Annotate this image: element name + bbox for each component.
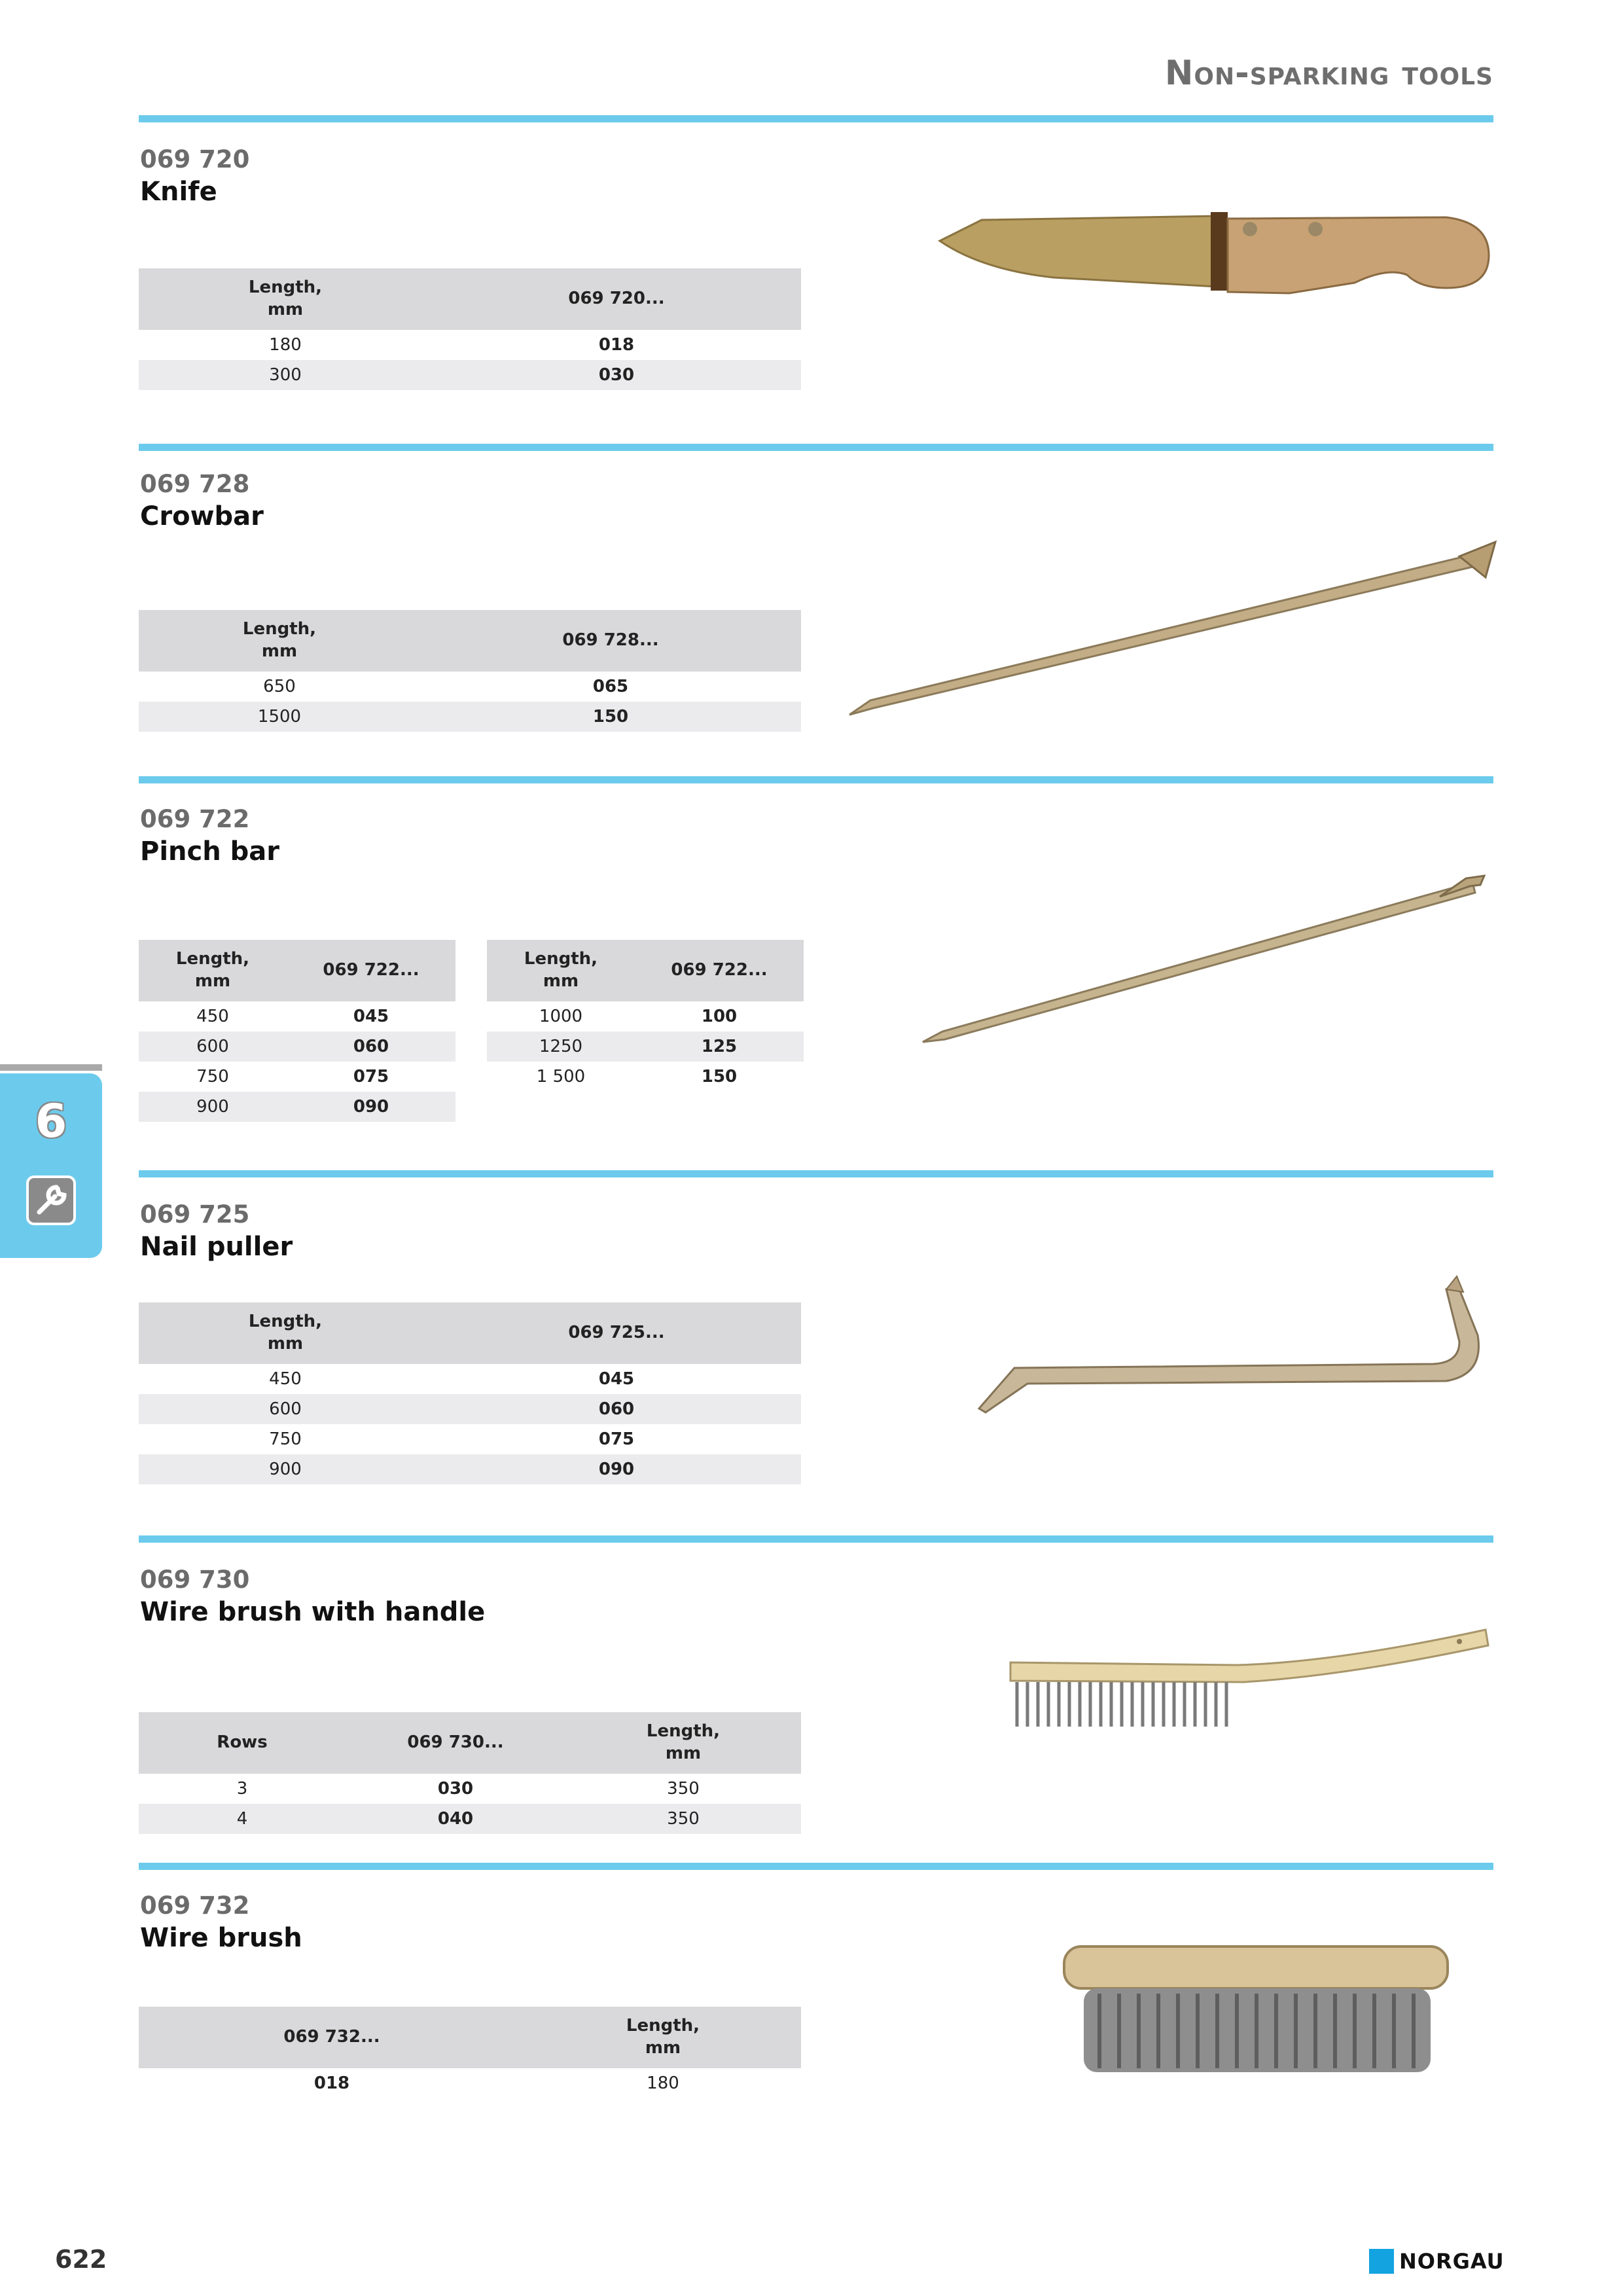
table-row	[139, 1424, 801, 1454]
table-cell: 600	[139, 1394, 432, 1424]
column-header: Length, mm	[487, 940, 635, 1001]
product-code: 069 720	[140, 145, 250, 173]
table-cell: 030	[437, 1779, 474, 1799]
table-cell: 150	[701, 1067, 738, 1086]
table-cell: 075	[598, 1429, 635, 1449]
product-name: Wire brush	[140, 1923, 302, 1953]
column-header: Length, mm	[139, 1302, 432, 1364]
table-row	[139, 1092, 455, 1122]
table-cell: 090	[287, 1092, 455, 1122]
table-cell: 4	[139, 1804, 346, 1834]
table-cell: 065	[592, 677, 629, 696]
page-title: Non-sparking tools	[1164, 54, 1493, 93]
table-cell: 075	[353, 1067, 389, 1086]
table-cell: 350	[565, 1804, 801, 1834]
column-header: Length, mm	[139, 268, 432, 330]
product-name: Wire brush with handle	[140, 1597, 486, 1627]
table-row	[139, 1001, 455, 1031]
wrench-icon	[25, 1174, 77, 1227]
table-cell: 600	[139, 1031, 287, 1062]
table-cell: 090	[432, 1454, 801, 1484]
table-cell: 180	[269, 335, 302, 355]
spec-table	[139, 1712, 801, 1834]
table-cell: 350	[667, 1779, 700, 1799]
table-row	[139, 702, 801, 732]
spec-table	[139, 610, 801, 732]
column-header: 069 730...	[346, 1712, 565, 1774]
table-cell: 900	[139, 1092, 287, 1122]
table-cell: 450	[196, 1007, 229, 1026]
table-cell: 650	[263, 677, 296, 696]
table-row	[139, 1031, 455, 1062]
table-cell: 040	[346, 1804, 565, 1834]
spec-table	[139, 1302, 801, 1484]
table-cell: 300	[139, 360, 432, 390]
wire-brush-handle-image	[1008, 1623, 1492, 1741]
column-header: 069 720...	[432, 268, 801, 330]
logo-square-icon	[1369, 2249, 1394, 2274]
table-row	[139, 672, 801, 702]
product-name: Nail puller	[140, 1232, 293, 1262]
product-name: Pinch bar	[140, 836, 279, 867]
section-number: 6	[35, 1094, 67, 1148]
table-cell: 125	[635, 1031, 804, 1062]
column-header: Length, mm	[139, 940, 287, 1001]
table-row	[139, 360, 801, 390]
column-header: Length, mm	[525, 2007, 801, 2068]
page-number: 622	[55, 2245, 107, 2274]
table-row	[139, 1364, 801, 1394]
spec-table	[487, 940, 804, 1092]
table-cell: 1250	[487, 1031, 635, 1062]
spec-table	[139, 268, 801, 390]
table-cell: 045	[598, 1369, 635, 1389]
nail-puller-image	[975, 1270, 1492, 1420]
table-cell: 060	[287, 1031, 455, 1062]
section-divider	[139, 444, 1493, 451]
product-name: Crowbar	[140, 501, 264, 531]
table-cell: 750	[269, 1429, 302, 1449]
table-cell: 018	[313, 2073, 350, 2093]
table-row	[139, 1774, 801, 1804]
column-header: 069 725...	[432, 1302, 801, 1364]
spec-table	[139, 940, 455, 1122]
column-header: Length, mm	[565, 1712, 801, 1774]
table-cell: 1 500	[536, 1067, 586, 1086]
section-divider	[139, 1535, 1493, 1543]
section-divider	[139, 1863, 1493, 1870]
section-divider	[139, 776, 1493, 783]
product-code: 069 728	[140, 470, 250, 498]
table-cell: 060	[432, 1394, 801, 1424]
table-cell: 150	[420, 702, 801, 732]
table-row	[139, 2068, 801, 2098]
table-cell: 018	[598, 335, 635, 355]
knife-image	[936, 196, 1499, 314]
column-header: 069 728...	[420, 610, 801, 672]
table-cell: 045	[353, 1007, 389, 1026]
table-cell: 100	[701, 1007, 738, 1026]
product-code: 069 725	[140, 1200, 250, 1229]
table-cell: 030	[432, 360, 801, 390]
table-cell: 1000	[539, 1007, 583, 1026]
table-row	[487, 1001, 804, 1031]
table-row	[487, 1031, 804, 1062]
table-row	[139, 330, 801, 360]
table-row	[139, 1062, 455, 1092]
product-name: Knife	[140, 177, 217, 207]
table-row	[139, 1394, 801, 1424]
table-row	[139, 1804, 801, 1834]
product-code: 069 722	[140, 805, 250, 833]
section-divider	[139, 115, 1493, 122]
table-cell: 750	[196, 1067, 229, 1086]
product-code: 069 730	[140, 1566, 250, 1594]
column-header: 069 722...	[287, 940, 455, 1001]
table-cell: 180	[647, 2073, 679, 2093]
spec-table	[139, 2007, 801, 2098]
column-header: 069 732...	[139, 2007, 525, 2068]
side-tab-bar	[0, 1064, 102, 1071]
table-row	[487, 1062, 804, 1092]
wire-brush-image	[1060, 1937, 1453, 2081]
column-header: Rows	[139, 1712, 346, 1774]
pinch-bar-image	[916, 870, 1486, 1054]
product-code: 069 732	[140, 1892, 250, 1920]
table-cell: 450	[269, 1369, 302, 1389]
crowbar-image	[844, 537, 1499, 720]
column-header: Length, mm	[139, 610, 420, 672]
table-row	[139, 1454, 801, 1484]
brand-name: NORGAU	[1399, 2249, 1505, 2274]
section-divider	[139, 1170, 1493, 1177]
table-cell: 900	[139, 1454, 432, 1484]
table-cell: 3	[236, 1779, 248, 1799]
column-header: 069 722...	[635, 940, 804, 1001]
table-cell: 1500	[139, 702, 420, 732]
brand-logo	[1369, 2249, 1505, 2274]
